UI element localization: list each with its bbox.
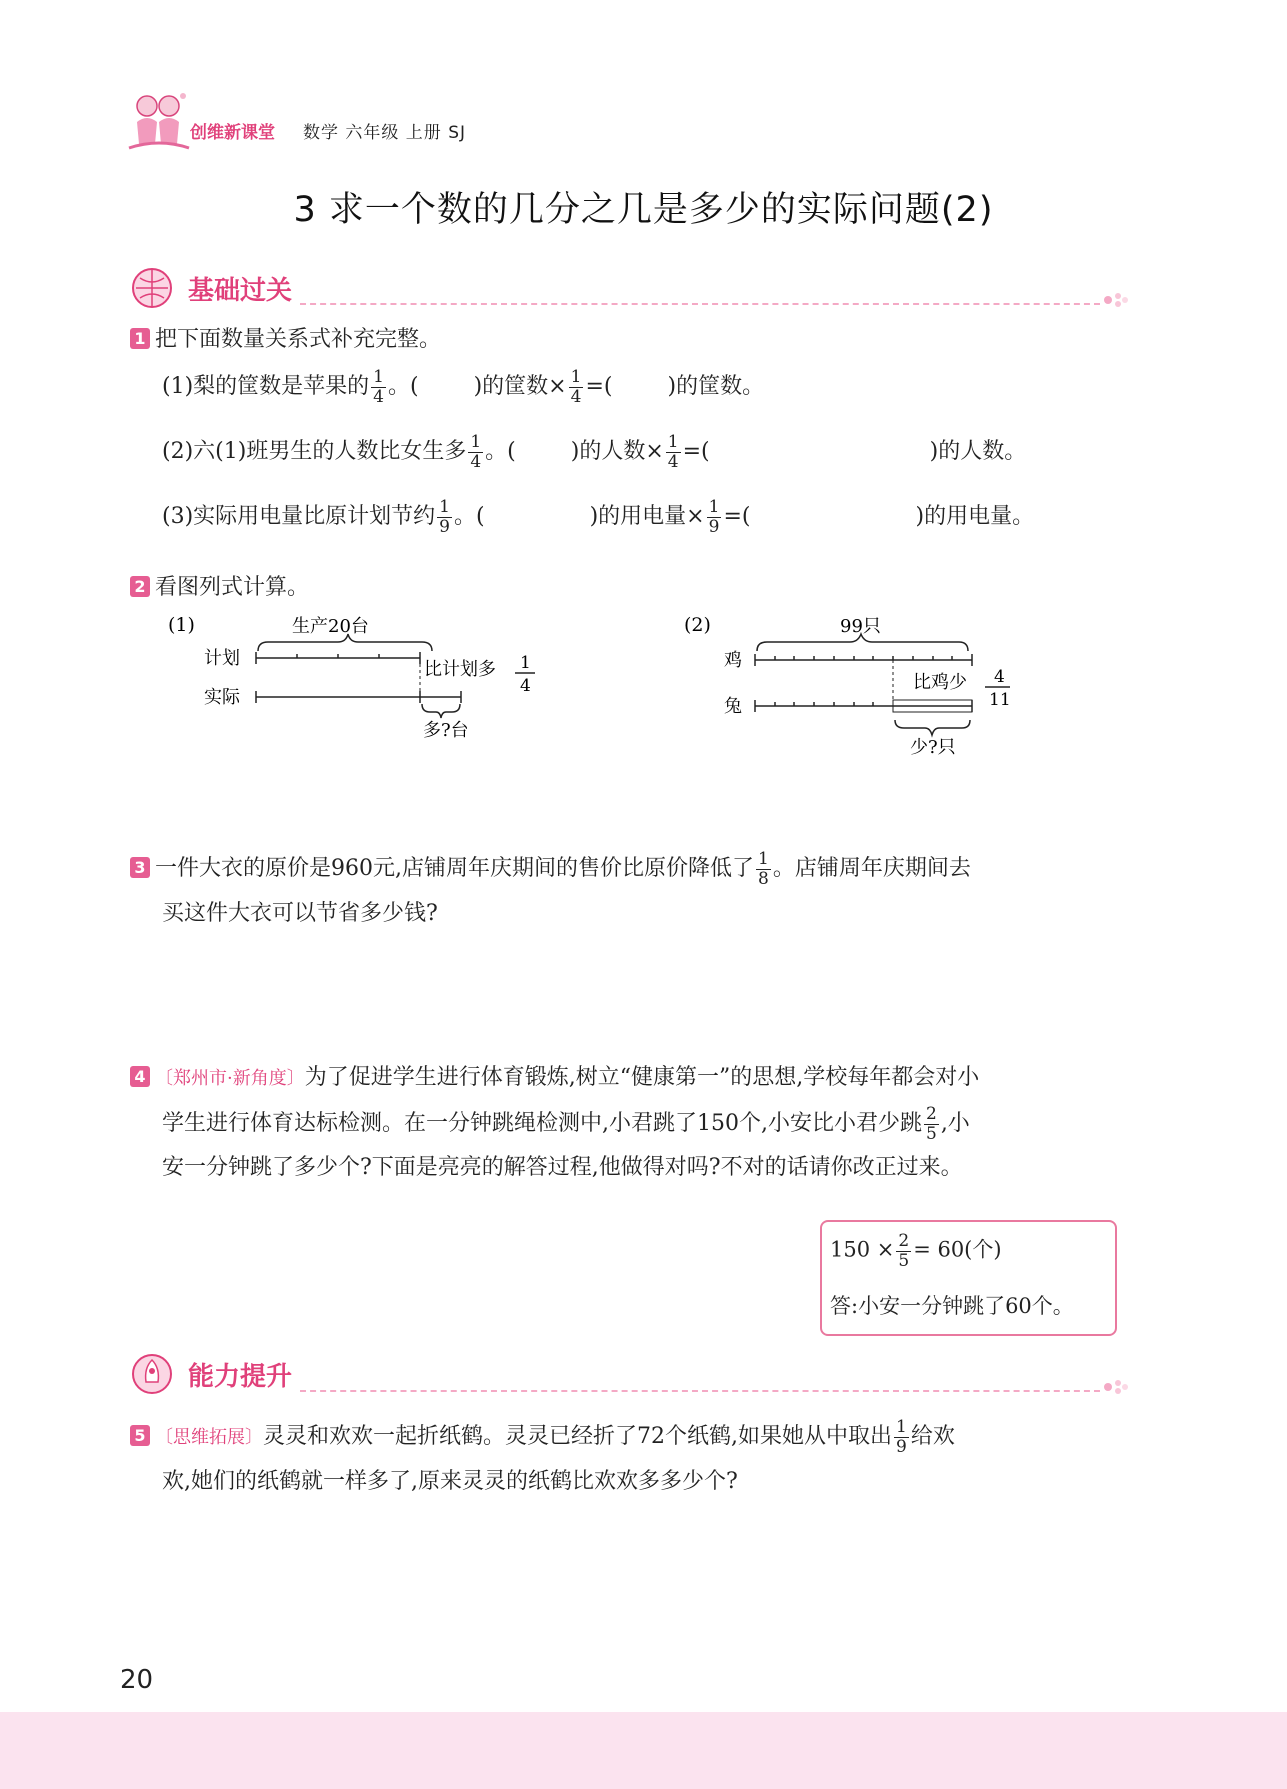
diagram-label: (2) [684, 614, 711, 636]
diagram-label: (1) [168, 614, 195, 636]
diagram-side-label: 比计划多 [424, 659, 496, 680]
fraction: $\frac{1}{4}$ [470, 432, 482, 472]
fraction: $\frac{1}{4}$ [570, 367, 582, 407]
question-4: 4 〔郑州市·新角度〕为了促进学生进行体育锻炼,树立“健康第一”的思想,学校每年都会对小 学生进行体育达标检测。在一分钟跳绳检测中,小君跳了150个,小安比小君少跳 $\frac{2}{5}$ ,小 安一分钟跳了多少个?下面是亮亮的解答过程,他做得对吗?不对的话请你改正过来。 [130, 1060, 1130, 1185]
rocket-icon [128, 1352, 176, 1396]
q1-item-3: (3)实际用电量比原计划节约 $\frac{1}{9}$ 。( )的用电量× $\frac{1}{9}$ =( )的用电量。 [162, 497, 1035, 537]
q1-item-2: (2)六(1)班男生的人数比女生多 $\frac{1}{4}$ 。( )的人数× $\frac{1}{4}$ =( )的人数。 [162, 432, 1027, 472]
sample-answer-box [820, 1220, 1117, 1336]
row-label-plan: 计划 [204, 648, 240, 669]
kids-logo-icon [125, 88, 193, 154]
row-label-chicken: 鸡 [724, 650, 742, 671]
fraction: $\frac{1}{8}$ [758, 849, 769, 889]
footer-band [0, 1712, 1287, 1789]
diagram-side-label: 比鸡少 [913, 672, 967, 693]
fraction: $\frac{1}{9}$ [439, 497, 450, 537]
question-2 [130, 570, 309, 605]
question-tag: 〔郑州市·新角度〕 [155, 1068, 305, 1089]
flower-dots-icon [1100, 290, 1130, 310]
question-5: 5 〔思维拓展〕灵灵和欢欢一起折纸鹤。灵灵已经折了72个纸鹤,如果她从中取出 $\frac{1}{9}$ 给欢 欢,她们的纸鹤就一样多了,原来灵灵的纸鹤比欢欢多多少个? [130, 1418, 1130, 1500]
row-label-actual: 实际 [204, 687, 240, 708]
sample-answer: 答:小安一分钟跳了60个。 [830, 1294, 1074, 1318]
fraction-numerator: 4 [994, 667, 1005, 687]
q1-item-1: (1)梨的筐数是苹果的 $\frac{1}{4}$ 。( )的筐数× $\frac{1}{4}$ =( )的筐数。 [162, 367, 765, 407]
diagram-top-label: 生产20台 [292, 616, 369, 637]
fraction: $\frac{2}{5}$ [898, 1231, 910, 1271]
line-diagram-1 [160, 608, 560, 743]
brand-name: 创维新课堂 [190, 123, 275, 143]
question-number: 3 [130, 857, 150, 878]
question-number: 5 [130, 1425, 150, 1446]
line-diagram-2 [680, 608, 1040, 758]
section-divider [300, 303, 1100, 305]
fraction-denominator: 11 [989, 690, 1011, 710]
globe-icon [128, 266, 176, 310]
question-1 [130, 322, 441, 357]
question-tag: 〔思维拓展〕 [155, 1427, 263, 1449]
lesson-title: 3 求一个数的几分之几是多少的实际问题(2) [293, 190, 994, 230]
sample-calculation: 150 × $\frac{2}{5}$ = 60(个) [830, 1231, 1002, 1271]
section-title-advanced: 能力提升 [188, 1362, 293, 1392]
fraction: $\frac{1}{4}$ [667, 432, 679, 472]
question-number: 4 [130, 1066, 150, 1087]
question-number: 1 [130, 328, 150, 349]
question-3: 3 一件大衣的原价是960元,店铺周年庆期间的售价比原价降低了 $\frac{1}{8}$ 。店铺周年庆期间去 买这件大衣可以节省多少钱? [130, 850, 1130, 932]
page-number: 20 [120, 1665, 154, 1695]
question-prompt: 把下面数量关系式补充完整。 [155, 327, 442, 352]
question-number: 2 [130, 576, 150, 597]
fraction: $\frac{1}{9}$ [896, 1417, 907, 1457]
fraction-denominator: 4 [520, 676, 531, 696]
flower-dots-icon [1100, 1377, 1130, 1397]
row-label-rabbit: 兔 [724, 696, 742, 717]
diagram-top-label: 99只 [840, 616, 881, 637]
fraction-numerator: 1 [520, 653, 531, 673]
question-prompt: 看图列式计算。 [155, 575, 310, 600]
section-title-basic: 基础过关 [188, 276, 293, 306]
diagram-bottom-label: 多?台 [423, 720, 469, 741]
section-divider [300, 1390, 1100, 1392]
subject-info: 数学 六年级 上册 SJ [303, 123, 467, 143]
diagram-bottom-label: 少?只 [910, 737, 956, 758]
fraction: $\frac{1}{9}$ [708, 497, 720, 537]
fraction: $\frac{2}{5}$ [925, 1104, 937, 1144]
fraction: $\frac{1}{4}$ [373, 367, 384, 407]
